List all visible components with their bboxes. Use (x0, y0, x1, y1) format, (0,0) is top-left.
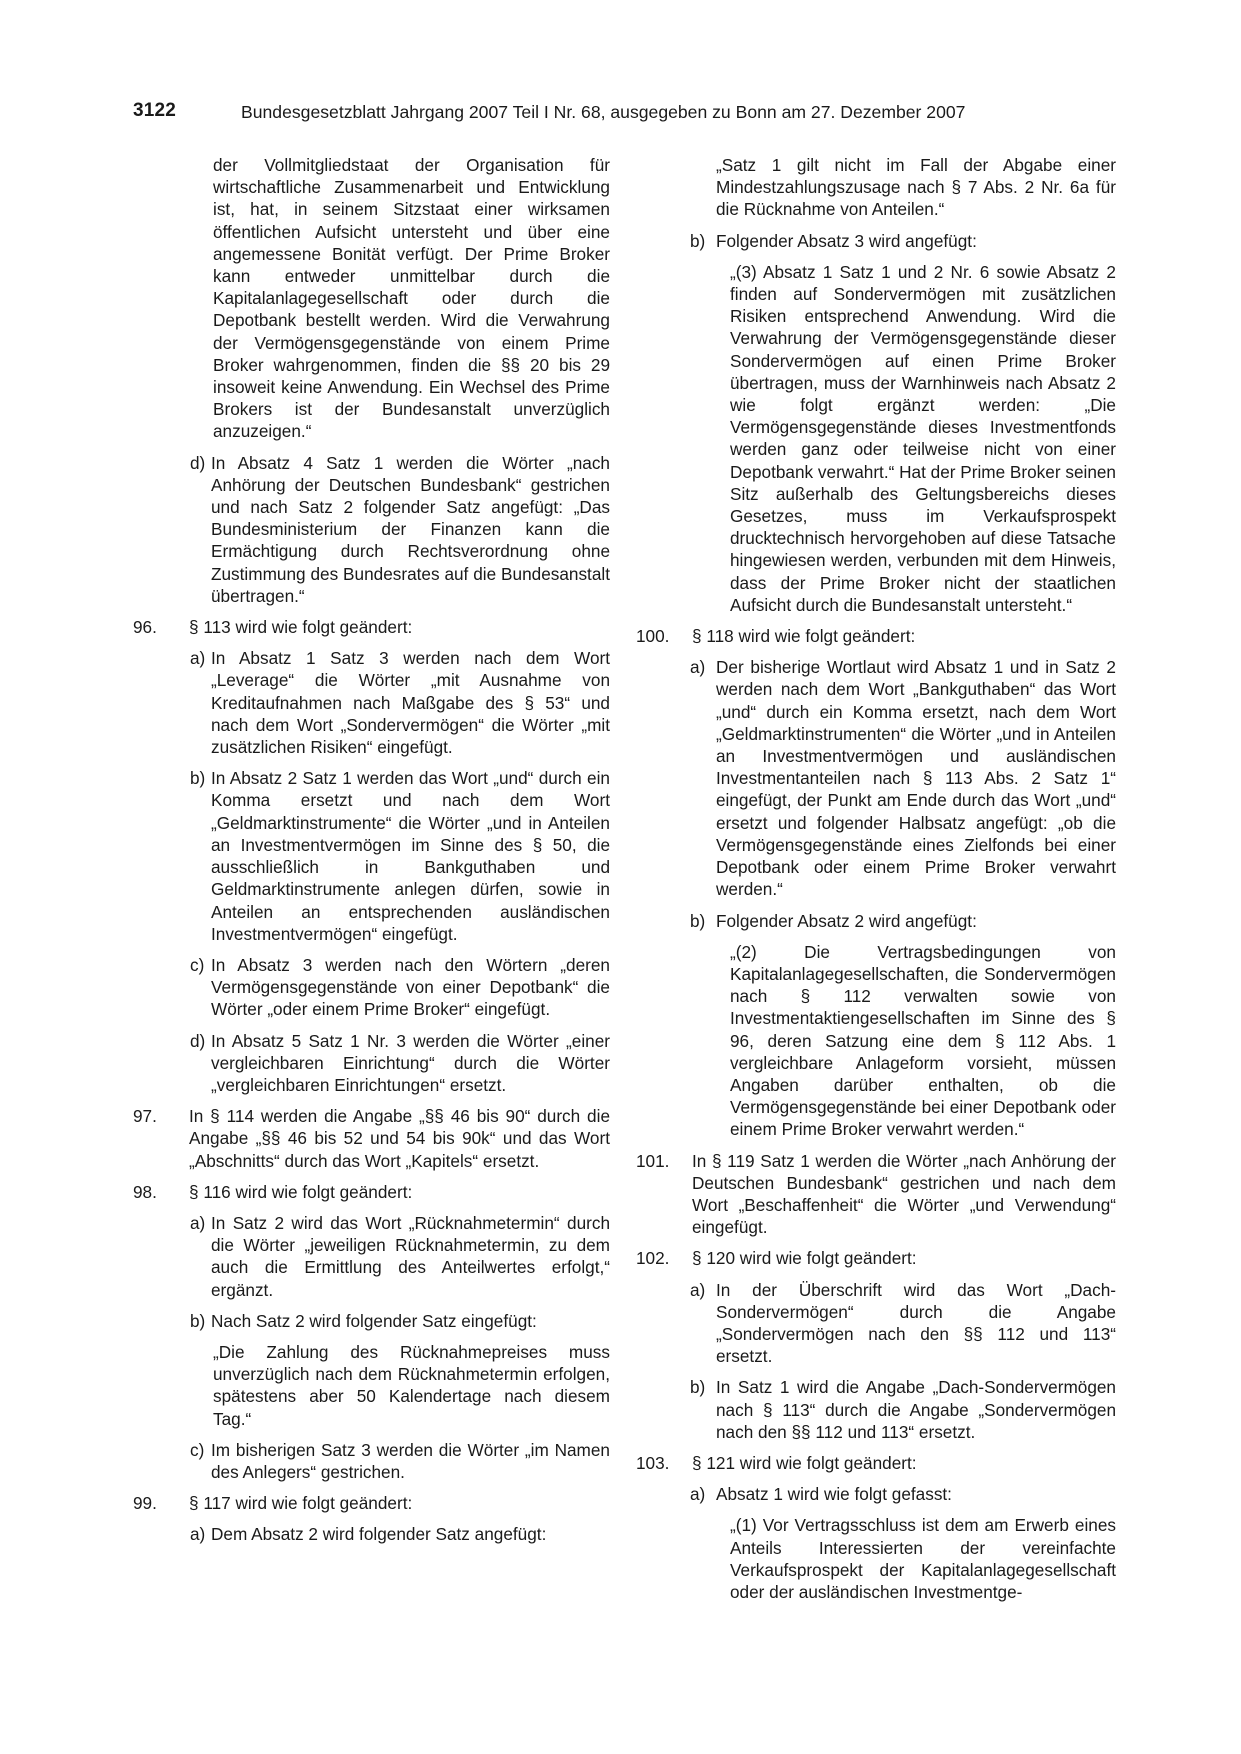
subitem-95d (133, 452, 610, 607)
page-header (0, 100, 1241, 126)
subitem-label: a) (690, 1279, 706, 1300)
item-number: 98. (133, 1181, 157, 1202)
subitem-text: In Satz 1 wird die Angabe „Dach-Sondervermögen nach § 113“ durch die Angabe „Sondervermögen nach den §§ 112 und 113“ ersetzt. (716, 1377, 1116, 1442)
page-number: 3122 (133, 100, 177, 121)
subitem-label: c) (190, 954, 205, 975)
subitem-text: Absatz 1 wird wie folgt gefasst: (716, 1484, 952, 1505)
subitem-label: d) (190, 452, 206, 473)
subitem-label: b) (190, 1310, 206, 1331)
subitem-label: b) (690, 910, 706, 931)
subitem-99a (133, 1523, 610, 1545)
subitem-text: In Absatz 4 Satz 1 werden die Wörter „nach Anhörung der Deutschen Bundesbank“ gestrichen und nach Satz 2 folgender Satz angefügt: „Das Bundesministerium der Finanzen kann die Ermächtigung durch Rechtsverordnung ohne Zustimmung des Bundesrates auf die Bundesanstalt übertragen.“ (211, 452, 610, 606)
item-number: 100. (636, 626, 670, 647)
item-99 (133, 1492, 610, 1514)
quoted-text: „(3) Absatz 1 Satz 1 und 2 Nr. 6 sowie Absatz 2 finden auf Sondervermögen mit zusätzlichen Risiken entsprechend Anwendung. Wird die Verwahrung der Vermögensgegenstände dieser Sondervermögen auf einen Prime Broker übertragen, muss der Warnhinweis nach Absatz 2 wie folgt ergänzt werden: „Die Vermögensgegenstände dieses Investmentfonds werden ganz oder teilweise nicht von einer Depotbank verwahrt.“ Hat der Prime Broker seinen Sitz außerhalb des Geltungsbereichs dieses Gesetzes, muss im Verkaufsprospekt drucktechnisch hervorgehoben auf diese Tatsache hingewiesen werden, verbunden mit dem Hinweis, dass der Prime Broker nicht der staatlichen Aufsicht durch die Bundesanstalt untersteht.“ (730, 261, 1116, 615)
item-number: 96. (133, 617, 157, 638)
item-number: 101. (636, 1150, 670, 1171)
subitem-99b (636, 230, 1116, 252)
subitem-label: b) (190, 768, 206, 789)
subitem-103a (636, 1483, 1116, 1505)
item-100 (636, 625, 1116, 647)
continued-text: der Vollmitgliedstaat der Organisation für wirtschaftliche Zusammenarbeit und Entwicklung ist, hat, in seinem Sitzstaat einer wirksamen öffentlichen Aufsicht untersteht und über eine angemessene Bonität verfügt. Der Prime Broker kann entweder unmittelbar durch die Kapitalanlagegesellschaft oder durch die Depotbank bestellt werden. Wird die Verwahrung der Vermögensgegenstände von einem Prime Broker wahrgenommen, finden die §§ 20 bis 29 insoweit keine Anwendung. Ein Wechsel des Prime Brokers ist der Bundesanstalt unverzüglich anzuzeigen.“ (213, 155, 610, 442)
subitem-text: In Absatz 1 Satz 3 werden nach dem Wort „Leverage“ die Wörter „mit Ausnahme von Kreditaufnahmen nach Maßgabe des § 53“ und nach dem Wort „Sondervermögen“ die Wörter „mit zusätzlichen Risiken“ eingefügt. (211, 648, 610, 758)
item-text: § 113 wird wie folgt geändert: (189, 617, 413, 638)
subitem-text: Folgender Absatz 2 wird angefügt: (716, 910, 977, 931)
subitem-98a (133, 1212, 610, 1301)
subitem-96b (133, 767, 610, 945)
subitem-text: Nach Satz 2 wird folgender Satz eingefügt: (211, 1310, 537, 1331)
subitem-label: a) (190, 1524, 206, 1545)
subitem-100a (636, 656, 1116, 900)
item-98 (133, 1181, 610, 1203)
item-text: § 120 wird wie folgt geändert: (692, 1248, 917, 1269)
subitem-text: Folgender Absatz 3 wird angefügt: (716, 230, 977, 251)
item-text: § 118 wird wie folgt geändert: (692, 626, 916, 647)
item-number: 103. (636, 1452, 670, 1473)
item-text: § 121 wird wie folgt geändert: (692, 1452, 917, 1473)
subitem-label: a) (690, 657, 706, 678)
subitem-label: d) (190, 1030, 206, 1051)
quoted-text: „Satz 1 gilt nicht im Fall der Abgabe einer Mindestzahlungszusage nach § 7 Abs. 2 Nr. 6a für die Rücknahme von Anteilen.“ (716, 155, 1116, 220)
subitem-label: b) (690, 1377, 706, 1398)
item-number: 102. (636, 1248, 670, 1269)
item-text: § 116 wird wie folgt geändert: (189, 1181, 413, 1202)
item-number: 97. (133, 1106, 157, 1127)
item-number: 99. (133, 1493, 157, 1514)
subitem-label: a) (190, 1212, 206, 1233)
right-column (636, 154, 1116, 1612)
quoted-text: „Die Zahlung des Rücknahmepreises muss unverzüglich nach dem Rücknahmetermin erfolgen, spätestens aber 50 Kalendertage nach diesem Tag.“ (213, 1341, 610, 1429)
item-text: In § 114 werden die Angabe „§§ 46 bis 90“ durch die Angabe „§§ 46 bis 52 und 54 bis 90k“ und das Wort „Abschnitts“ durch das Wort „Kapitels“ ersetzt. (189, 1106, 610, 1171)
quoted-text: „(1) Vor Vertragsschluss ist dem am Erwerb eines Anteils Interessierten der vereinfachte Verkaufsprospekt der Kapitalanlagegesellschaft oder der ausländischen Investmentge- (730, 1515, 1116, 1602)
subitem-label: b) (690, 230, 706, 251)
item-text: § 117 wird wie folgt geändert: (189, 1493, 413, 1514)
subitem-96c (133, 954, 610, 1021)
subitem-98c (133, 1439, 610, 1483)
subitem-98b (133, 1310, 610, 1332)
subitem-text: In der Überschrift wird das Wort „Dach-Sondervermögen“ durch die Angabe „Sondervermögen nach den §§ 112 und 113“ ersetzt. (716, 1279, 1116, 1367)
item-97 (133, 1105, 610, 1172)
subitem-label: a) (190, 648, 206, 669)
subitem-text: In Absatz 3 werden nach den Wörtern „deren Vermögensgegenstände von einer Depotbank“ die Wörter „oder einem Prime Broker“ eingefügt. (211, 954, 610, 1020)
subitem-text: Der bisherige Wortlaut wird Absatz 1 und in Satz 2 werden nach dem Wort „Bankguthaben“ das Wort „und“ durch ein Komma ersetzt, nach dem Wort „Geldmarktinstrumenten“ die Wörter „und in Anteilen an Investmentvermögen und ausländischen Investmentanteilen nach § 113 Abs. 2 Satz 1“ eingefügt, der Punkt am Ende durch das Wort „und“ ersetzt und folgender Halbsatz angefügt: „ob die Vermögensgegenstände eines Zielfonds bei einer Depotbank oder einem Prime Broker verwahrt werden.“ (716, 657, 1116, 900)
subitem-text: In Satz 2 wird das Wort „Rücknahmetermin“ durch die Wörter „jeweiligen Rücknahmetermin, zu dem auch die Ermittlung des Anteilwertes erfolgt,“ ergänzt. (211, 1212, 610, 1300)
item-96 (133, 616, 610, 638)
subitem-text: In Absatz 2 Satz 1 werden das Wort „und“ durch ein Komma ersetzt und nach dem Wort „Geldmarktinstrumente“ die Wörter „und in Anteilen an Investmentvermögen im Sinne des § 50, die ausschließlich in Bankguthaben und Geldmarktinstrumente anlegen dürfen, sowie in Anteilen an entsprechenden ausländischen Investmentvermögen“ eingefügt. (211, 768, 610, 944)
subitem-96d (133, 1030, 610, 1097)
quoted-text: „(2) Die Vertragsbedingungen von Kapitalanlagegesellschaften, die Sondervermögen nach § 112 verwalten sowie von Investmentaktiengesellschaften im Sinne des § 96, deren Satzung eine dem § 112 Abs. 1 vergleichbare Anlageform vorsieht, müssen Angaben darüber enthalten, ob die Vermögensgegenstände bei einer Depotbank oder einem Prime Broker verwahrt werden.“ (730, 941, 1116, 1140)
subitem-102a (636, 1279, 1116, 1368)
item-103 (636, 1452, 1116, 1474)
item-102 (636, 1247, 1116, 1269)
subitem-text: Dem Absatz 2 wird folgender Satz angefügt: (211, 1524, 547, 1545)
subitem-label: a) (690, 1484, 706, 1505)
subitem-96a (133, 647, 610, 758)
subitem-label: c) (190, 1439, 205, 1460)
item-text: In § 119 Satz 1 werden die Wörter „nach Anhörung der Deutschen Bundesbank“ gestrichen und nach dem Wort „Beschaffenheit“ die Wörter „und Verwendung“ eingefügt. (692, 1150, 1116, 1238)
subitem-100b (636, 910, 1116, 932)
subitem-102b (636, 1376, 1116, 1443)
left-column (133, 154, 610, 1555)
running-head: Bundesgesetzblatt Jahrgang 2007 Teil I Nr. 68, ausgegeben zu Bonn am 27. Dezember 2007 (241, 102, 966, 122)
subitem-text: In Absatz 5 Satz 1 Nr. 3 werden die Wörter „einer vergleichbaren Einrichtung“ durch die Wörter „vergleichbaren Einrichtungen“ ersetzt. (211, 1030, 610, 1095)
subitem-text: Im bisherigen Satz 3 werden die Wörter „im Namen des Anlegers“ gestrichen. (211, 1439, 610, 1482)
item-101 (636, 1150, 1116, 1239)
